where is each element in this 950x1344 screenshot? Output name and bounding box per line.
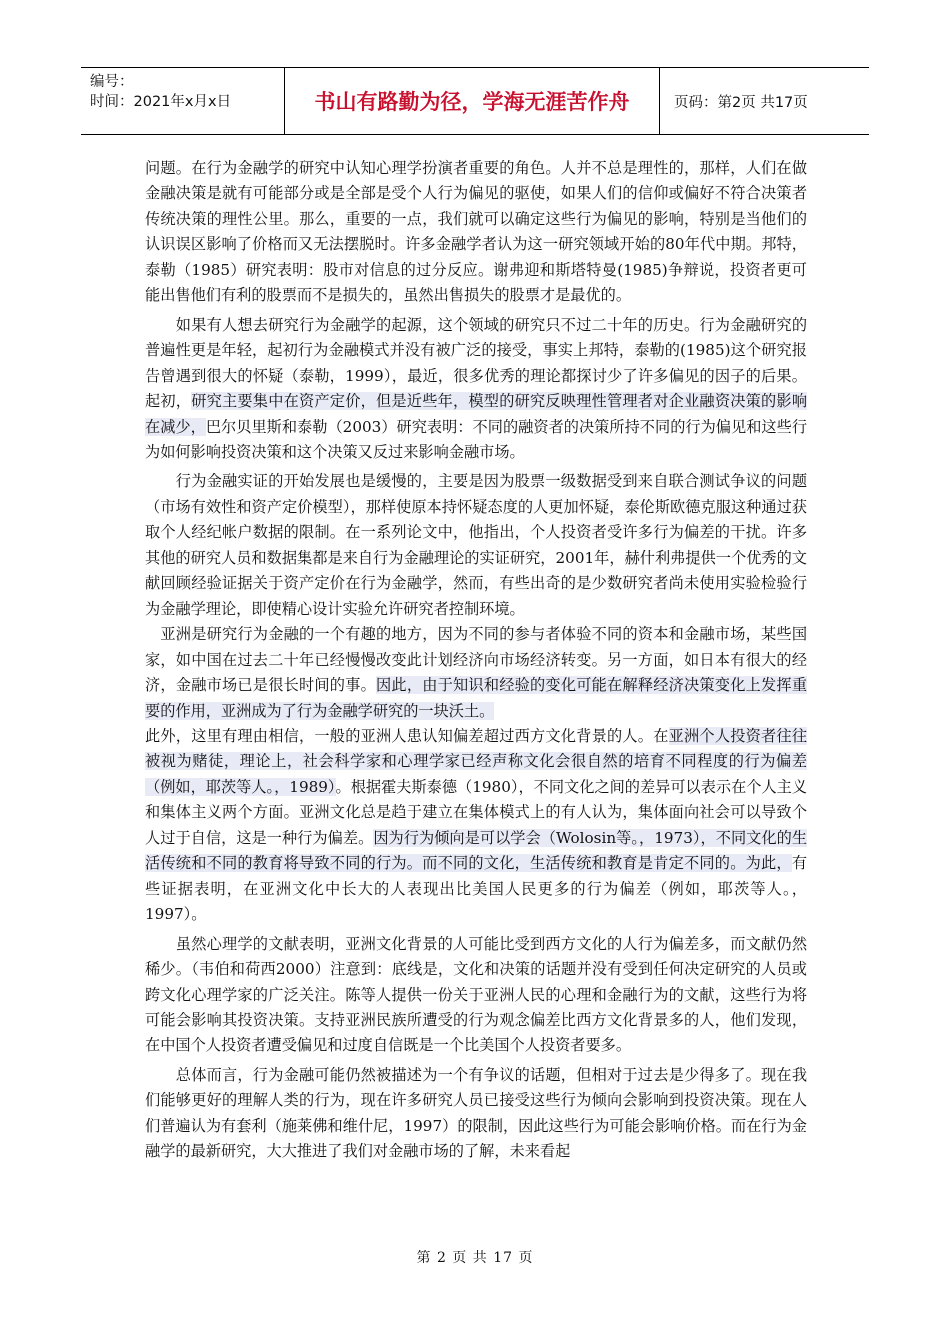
page-header [81,67,869,135]
paragraph-4 [145,622,807,724]
header-page-number: 页码：第2页 共17页 [674,94,808,111]
header-motto: 书山有路勤为径，学海无涯苦作舟 [285,68,660,134]
paragraph-5 [145,724,807,928]
paragraph-5-text-end: 有些证据表明，在亚洲文化中长大的人表现出比美国人民更多的行为偏差（例如，耶茨等人。，1997）。 [145,854,807,924]
document-date-label: 时间：2021年x月x日 [90,94,232,110]
paragraph-6 [145,932,807,1059]
paragraph-1 [145,156,807,309]
paragraph-3 [145,469,807,622]
paragraph-5-text: 此外，这里有理由相信，一般的亚洲人患认知偏差超过西方文化背景的人。在 [145,726,669,745]
document-body [145,156,807,1165]
paragraph-5-text-mid: 。根据霍夫斯泰德（1980），不同文化之间的差异可以表示在个人主义和集体主义两个方面。亚洲文化总是趋于建立在集体模式上的有人认为，集体面向社会可以导致个人过于自信，这是一种行为偏差。 [145,777,808,847]
page-footer: 第 2 页 共 17 页 [416,1250,534,1266]
paragraph-5-highlight-2: 因为行为倾向是可以学会（Wolosin等。，1973），不同文化的生活传统和不同的教育将导致不同的行为。而不同的文化，生活传统和教育是肯定不同的。为此， [145,828,808,873]
paragraph-2 [145,313,807,466]
paragraph-4-text: 亚洲是研究行为金融的一个有趣的地方，因为不同的参与者体验不同的资本和金融市场，某些国家，如中国在过去二十年已经慢慢改变此计划经济向市场经济转变。另一方面，如日本有很大的经济，金融市场已是很长时间的事。 [145,625,807,695]
document-number-label: 编号： [90,74,134,90]
paragraph-7-text: 总体而言，行为金融可能仍然被描述为一个有争议的话题，但相对于过去是少得多了。现在我们能够更好的理解人类的行为，现在许多研究人员已接受这些行为倾向会影响到投资决策。现在人们普遍认为有套利（施莱佛和维什尼，1997）的限制，因此这些行为可能会影响价格。而在行为金融学的最新研究，大大推进了我们对金融市场的了解，未来看起 [145,1065,807,1161]
paragraph-6-text: 虽然心理学的文献表明，亚洲文化背景的人可能比受到西方文化的人行为偏差多，而文献仍然稀少。（韦伯和荷西2000）注意到：底线是，文化和决策的话题并没有受到任何决定研究的人员或跨文化心理学家的广泛关注。陈等人提供一份关于亚洲人民的心理和金融行为的文献，这些行为将可能会影响其投资决策。支持亚洲民族所遭受的行为观念偏差比西方文化背景多的人，他们发现，在中国个人投资者遭受偏见和过度自信既是一个比美国个人投资者要多。 [145,934,807,1055]
header-meta [81,68,285,134]
paragraph-2-highlight: 研究主要集中在资产定价，但是近些年，模型的研究反映理性管理者对企业融资决策的影响在减少， [145,392,808,436]
paragraph-1-text: 问题。在行为金融学的研究中认知心理学扮演者重要的角色。人并不总是理性的，那样，人们在做金融决策是就有可能部分或是全部是受个人行为偏见的驱使，如果人们的信仰或偏好不符合决策者传统决策的理性公里。那么，重要的一点，我们就可以确定这些行为偏见的影响，特别是当他们的认识误区影响了价格而又无法摆脱时。许多金融学者认为这一研究领域开始的80年代中期。邦特，泰勒（1985）研究表明：股市对信息的过分反应。谢弗迎和斯塔特曼(1985)争辩说，投资者更可能出售他们有利的股票而不是损失的，虽然出售损失的股票才是最优的。 [145,159,807,305]
paragraph-7 [145,1063,807,1165]
paragraph-5-highlight: 亚洲个人投资者往往被视为赌徒，理论上，社会科学家和心理学家已经声称文化会很自然的培育不同程度的行为偏差（例如，耶茨等人。，1989） [145,726,808,796]
paragraph-4-highlight: 因此，由于知识和经验的变化可能在解释经济决策变化上发挥重要的作用，亚洲成为了行为金融学研究的一块沃土。 [145,676,808,720]
paragraph-2-text-end: 巴尔贝里斯和泰勒（2003）研究表明：不同的融资者的决策所持不同的行为偏见和这些行为如何影响投资决策和这个决策又反过来影响金融市场。 [145,417,808,461]
paragraph-3-text: 行为金融实证的开始发展也是缓慢的，主要是因为股票一级数据受到来自联合测试争议的问题（市场有效性和资产定价模型），那样使原本持怀疑态度的人更加怀疑，泰伦斯欧德克服这种通过获取个人经纪帐户数据的限制。在一系列论文中，他指出，个人投资者受许多行为偏差的干扰。许多其他的研究人员和数据集都是来自行为金融理论的实证研究，2001年，赫什利弗提供一个优秀的文献回顾经验证据关于资产定价在行为金融学，然而，有些出奇的是少数研究者尚未使用实验检验行为金融学理论，即使精心设计实验允许研究者控制环境。 [145,472,807,618]
paragraph-2-text: 如果有人想去研究行为金融学的起源，这个领域的研究只不过二十年的历史。行为金融研究的普遍性更是年轻，起初行为金融模式并没有被广泛的接受，事实上邦特，泰勒的(1985)这个研究报告曾遇到很大的怀疑（泰勒，1999），最近，很多优秀的理论都探讨少了许多偏见的因子的后果。起初， [145,315,807,411]
